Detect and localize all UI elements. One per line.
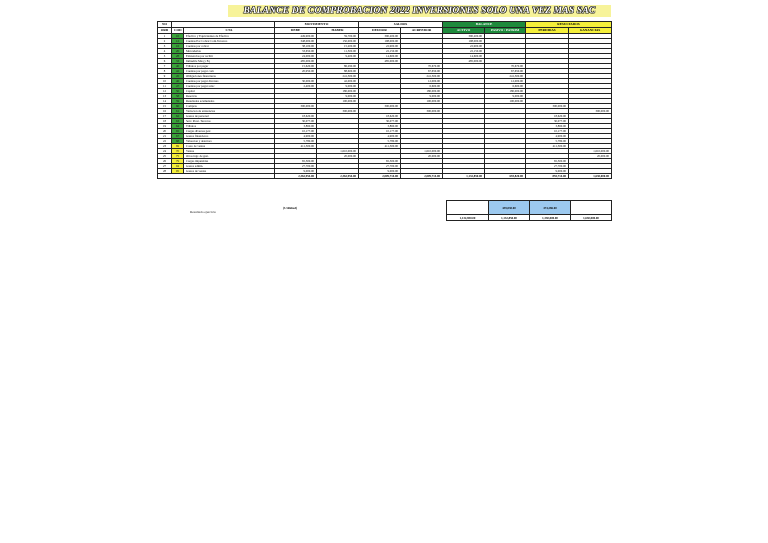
- row-number: 28: [158, 169, 172, 174]
- row-activo: 22,150.00: [443, 49, 485, 54]
- row-account: Serv. Prest. Terceros: [184, 119, 275, 124]
- row-code: 64: [172, 124, 184, 129]
- row-account: Capital: [184, 89, 275, 94]
- header-acreedor: ACREEDOR: [401, 28, 443, 34]
- row-code: 60: [172, 104, 184, 109]
- row-activo: 22,900.00: [443, 44, 485, 49]
- header-nro: NO: [158, 22, 172, 28]
- row-account: Gastos financieros: [184, 134, 275, 139]
- row-deudor: 18,620.00: [359, 114, 401, 119]
- row-deudor: 30,077.00: [359, 119, 401, 124]
- row-acreedor: 180,000.00: [401, 89, 443, 94]
- row-debe: 33,650.00: [275, 49, 317, 54]
- row-code: 69: [172, 144, 184, 149]
- header-ord: ORD: [158, 28, 172, 34]
- row-number: 24: [158, 149, 172, 154]
- row-haber: 1,610,000.00: [317, 149, 359, 154]
- final-perdidas: 1,330,000.00: [530, 215, 571, 221]
- row-debe: 485,000.00: [275, 59, 317, 64]
- row-deudor: 10,177.00: [359, 129, 401, 134]
- row-account: Obligaciones financieras: [184, 74, 275, 79]
- row-number: 14: [158, 99, 172, 104]
- row-account: Cuentas por pagar diversas: [184, 79, 275, 84]
- row-haber: 86,290.00: [317, 64, 359, 69]
- totals-row: [158, 174, 612, 179]
- row-code: 65: [172, 129, 184, 134]
- row-code: 20: [172, 49, 184, 54]
- row-deudor: 14,600.00: [359, 54, 401, 59]
- row-number: 25: [158, 154, 172, 159]
- row-debe: 18,620.00: [275, 114, 317, 119]
- row-account: Reservas: [184, 94, 275, 99]
- header-haber: HABER: [317, 28, 359, 34]
- header-movimiento: MOVIMIENTO: [275, 22, 359, 28]
- row-haber: 180,000.00: [317, 89, 359, 94]
- final-pasivo: 1,132,850.00: [489, 215, 530, 221]
- row-account: Cargas imputables: [184, 159, 275, 164]
- row-deudor: 3,860.00: [359, 124, 401, 129]
- row-code: 12: [172, 39, 184, 44]
- row-haber: 59,700.00: [317, 34, 359, 39]
- total-debe: 2,362,954.00: [275, 174, 317, 179]
- row-debe: 9,000.00: [275, 169, 317, 174]
- row-pasivo: 241,300.00: [485, 74, 526, 79]
- row-pasivo: 6,600.00: [485, 84, 526, 89]
- row-account: Existencias por recibir: [184, 54, 275, 59]
- row-account: Tributos: [184, 124, 275, 129]
- row-number: 3: [158, 44, 172, 49]
- total-deudor: 2,009,714.00: [359, 174, 401, 179]
- row-code: 28: [172, 54, 184, 59]
- row-haber: 9,400.00: [317, 54, 359, 59]
- result-pasivo: 439,030.00: [489, 201, 530, 215]
- row-ganancias: 1,610,000.00: [569, 149, 612, 154]
- header-debe: DEBE: [275, 28, 317, 34]
- row-code: 16: [172, 44, 184, 49]
- row-perdidas: 27,700.00: [526, 164, 569, 169]
- utilidad-label: (Utilidad): [283, 206, 298, 210]
- row-debe: 3,860.00: [275, 124, 317, 129]
- row-deudor: 22,150.00: [359, 49, 401, 54]
- row-code: 46: [172, 79, 184, 84]
- row-pasivo: 70,670.00: [485, 64, 526, 69]
- row-account: Cuentas por pagar relac: [184, 84, 275, 89]
- row-perdidas: 10,177.00: [526, 129, 569, 134]
- row-debe: 15,620.00: [275, 64, 317, 69]
- row-debe: 10,177.00: [275, 129, 317, 134]
- row-account: Gastos admin.: [184, 164, 275, 169]
- row-acreedor: 6,600.00: [401, 84, 443, 89]
- total-perdidas: 855,714.00: [526, 174, 569, 179]
- row-perdidas: 4,900.00: [526, 134, 569, 139]
- row-perdidas: 5,780.00: [526, 139, 569, 144]
- total-pasivo: 693,820.00: [485, 174, 526, 179]
- row-code: 79: [172, 159, 184, 164]
- row-perdidas: 9,000.00: [526, 169, 569, 174]
- row-perdidas: 411,300.00: [526, 144, 569, 149]
- row-debe: 348,000.00: [275, 39, 317, 44]
- row-debe: 411,300.00: [275, 144, 317, 149]
- row-perdidas: 65,300.00: [526, 159, 569, 164]
- row-number: 1: [158, 34, 172, 39]
- row-activo: 14,600.00: [443, 54, 485, 59]
- row-code: 59: [172, 99, 184, 104]
- row-account: Cuentas por pagar com: [184, 69, 275, 74]
- row-perdidas: 3,860.00: [526, 124, 569, 129]
- row-haber: 150,000.00: [317, 39, 359, 44]
- page-title: BALANCE DE COMPROBACION 2022 INVERSIONES SOLO UNA VEZ MAS SAC: [228, 5, 611, 17]
- header-pasivo: PASIVO / PATRIM: [485, 28, 526, 34]
- row-activo: 485,000.00: [443, 59, 485, 64]
- row-number: 21: [158, 134, 172, 139]
- totals-label-cell: [158, 174, 275, 179]
- total-haber: 2,362,954.00: [317, 174, 359, 179]
- final-ganancias: 1,630,000.00: [571, 215, 612, 221]
- row-haber: 88,600.00: [317, 69, 359, 74]
- row-deudor: 65,300.00: [359, 159, 401, 164]
- row-account: Ventas: [184, 149, 275, 154]
- row-acreedor: 9,000.00: [401, 94, 443, 99]
- row-perdidas: 18,620.00: [526, 114, 569, 119]
- row-code: 68: [172, 139, 184, 144]
- row-deudor: 300,000.00: [359, 104, 401, 109]
- row-number: 23: [158, 144, 172, 149]
- row-pasivo: 12,000.00: [485, 79, 526, 84]
- row-number: 26: [158, 159, 172, 164]
- row-ganancias: 20,000.00: [569, 154, 612, 159]
- header-deudor: DEUDOR: [359, 28, 401, 34]
- ledger-body: [158, 34, 612, 174]
- result-table: [446, 200, 612, 221]
- row-account: Gastos de ventas: [184, 169, 275, 174]
- row-code: 63: [172, 119, 184, 124]
- row-number: 10: [158, 79, 172, 84]
- row-number: 4: [158, 49, 172, 54]
- row-acreedor: 20,000.00: [401, 154, 443, 159]
- row-code: 95: [172, 169, 184, 174]
- row-account: Inmueble Maq y Eq: [184, 59, 275, 64]
- row-debe: 38,100.00: [275, 44, 317, 49]
- row-haber: 100,000.00: [317, 99, 359, 104]
- result-perdidas: 474,286.00: [530, 201, 571, 215]
- header-activo: ACTIVO: [443, 28, 485, 34]
- row-account: Costo de ventas: [184, 144, 275, 149]
- row-debe: 30,000.00: [275, 79, 317, 84]
- row-number: 17: [158, 114, 172, 119]
- row-number: 16: [158, 109, 172, 114]
- row-number: 20: [158, 129, 172, 134]
- row-code: 42: [172, 69, 184, 74]
- row-account: Variacion de existencias: [184, 109, 275, 114]
- header-perdidas: PERDIDAS: [526, 28, 569, 34]
- row-account: Gastos de personal: [184, 114, 275, 119]
- header-cod: COD: [172, 28, 184, 34]
- row-haber: 11,500.00: [317, 49, 359, 54]
- resultado-label: Resultado ejercicio: [190, 210, 217, 214]
- row-code: 94: [172, 164, 184, 169]
- row-code: 62: [172, 114, 184, 119]
- result-row: [447, 201, 612, 215]
- row-debe: 24,000.00: [275, 54, 317, 59]
- row-acreedor: 241,300.00: [401, 74, 443, 79]
- total-activo: 1,132,850.00: [443, 174, 485, 179]
- row-debe: 20,950.00: [275, 69, 317, 74]
- row-account: Mercaderias: [184, 49, 275, 54]
- row-debe: 4,900.00: [275, 134, 317, 139]
- row-number: 19: [158, 124, 172, 129]
- row-code: 61: [172, 109, 184, 114]
- row-account: Cuentas por cobrar: [184, 44, 275, 49]
- row-account: Otros ingr. de gest.: [184, 154, 275, 159]
- row-deudor: 198,000.00: [359, 39, 401, 44]
- row-number: 7: [158, 64, 172, 69]
- row-number: 27: [158, 164, 172, 169]
- row-pasivo: 180,000.00: [485, 89, 526, 94]
- row-code: 75: [172, 154, 184, 159]
- row-haber: 241,300.00: [317, 74, 359, 79]
- row-deudor: 485,000.00: [359, 59, 401, 64]
- row-account: Efectivo y Equivalentes de Efectivo: [184, 34, 275, 39]
- row-haber: 15,200.00: [317, 44, 359, 49]
- row-debe: 65,300.00: [275, 159, 317, 164]
- trial-balance-table: [157, 21, 612, 179]
- row-debe: 300,000.00: [275, 104, 317, 109]
- total-ganancias: 1,630,000.00: [569, 174, 612, 179]
- row-deudor: 5,780.00: [359, 139, 401, 144]
- row-code: 47: [172, 84, 184, 89]
- row-deudor: 22,900.00: [359, 44, 401, 49]
- row-code: 10: [172, 34, 184, 39]
- row-account: Compras: [184, 104, 275, 109]
- header-ganancias: GANANCIAS: [569, 28, 612, 34]
- row-acreedor: 67,650.00: [401, 69, 443, 74]
- final-row: [447, 215, 612, 221]
- result-ganancias: [571, 201, 612, 215]
- row-perdidas: 30,077.00: [526, 119, 569, 124]
- row-ganancias: 300,000.00: [569, 109, 612, 114]
- row-acreedor: 1,610,000.00: [401, 149, 443, 154]
- row-haber: 42,000.00: [317, 79, 359, 84]
- row-number: 12: [158, 89, 172, 94]
- row-activo: 390,200.00: [443, 34, 485, 39]
- row-account: Valuacion y deterioro: [184, 139, 275, 144]
- row-deudor: 411,300.00: [359, 144, 401, 149]
- row-haber: 20,000.00: [317, 154, 359, 159]
- row-code: 58: [172, 94, 184, 99]
- row-code: 67: [172, 134, 184, 139]
- total-acreedor: 2,009,714.00: [401, 174, 443, 179]
- row-code: 33: [172, 59, 184, 64]
- row-haber: 9,000.00: [317, 94, 359, 99]
- row-number: 5: [158, 54, 172, 59]
- row-number: 22: [158, 139, 172, 144]
- row-debe: 27,700.00: [275, 164, 317, 169]
- result-activo: [447, 201, 489, 215]
- row-acreedor: 12,000.00: [401, 79, 443, 84]
- row-number: 11: [158, 84, 172, 89]
- row-perdidas: 300,000.00: [526, 104, 569, 109]
- row-code: 50: [172, 89, 184, 94]
- row-code: 70: [172, 149, 184, 154]
- row-pasivo: 9,000.00: [485, 94, 526, 99]
- header-cta: CTA: [184, 28, 275, 34]
- row-pasivo: 67,650.00: [485, 69, 526, 74]
- row-deudor: 390,200.00: [359, 34, 401, 39]
- row-haber: 9,000.00: [317, 84, 359, 89]
- row-debe: 2,400.00: [275, 84, 317, 89]
- row-number: 15: [158, 104, 172, 109]
- final-activo: 1,132,850.00: [447, 215, 489, 221]
- row-deudor: 9,000.00: [359, 169, 401, 174]
- row-account: Resultados acumulados: [184, 99, 275, 104]
- row-number: 2: [158, 39, 172, 44]
- row-account: Cuentas Por Cobrar Com.Terceros: [184, 39, 275, 44]
- row-number: 6: [158, 59, 172, 64]
- row-pasivo: 100,000.00: [485, 99, 526, 104]
- row-acreedor: 300,000.00: [401, 109, 443, 114]
- header-saldos: SALDOS: [359, 22, 443, 28]
- row-number: 8: [158, 69, 172, 74]
- row-account: Cargas diversas gest: [184, 129, 275, 134]
- row-number: 13: [158, 94, 172, 99]
- row-number: 9: [158, 74, 172, 79]
- row-haber: 300,000.00: [317, 109, 359, 114]
- row-account: Tributos por pagar: [184, 64, 275, 69]
- row-code: 40: [172, 64, 184, 69]
- header-balance: BALANCE: [443, 22, 526, 28]
- row-activo: 198,000.00: [443, 39, 485, 44]
- row-debe: 449,900.00: [275, 34, 317, 39]
- row-debe: 5,780.00: [275, 139, 317, 144]
- header-resultados: RESULTADOS: [526, 22, 612, 28]
- row-deudor: 4,900.00: [359, 134, 401, 139]
- row-acreedor: 70,670.00: [401, 64, 443, 69]
- row-deudor: 27,700.00: [359, 164, 401, 169]
- row-code: 45: [172, 74, 184, 79]
- row-acreedor: 100,000.00: [401, 99, 443, 104]
- row-debe: 30,077.00: [275, 119, 317, 124]
- row-number: 18: [158, 119, 172, 124]
